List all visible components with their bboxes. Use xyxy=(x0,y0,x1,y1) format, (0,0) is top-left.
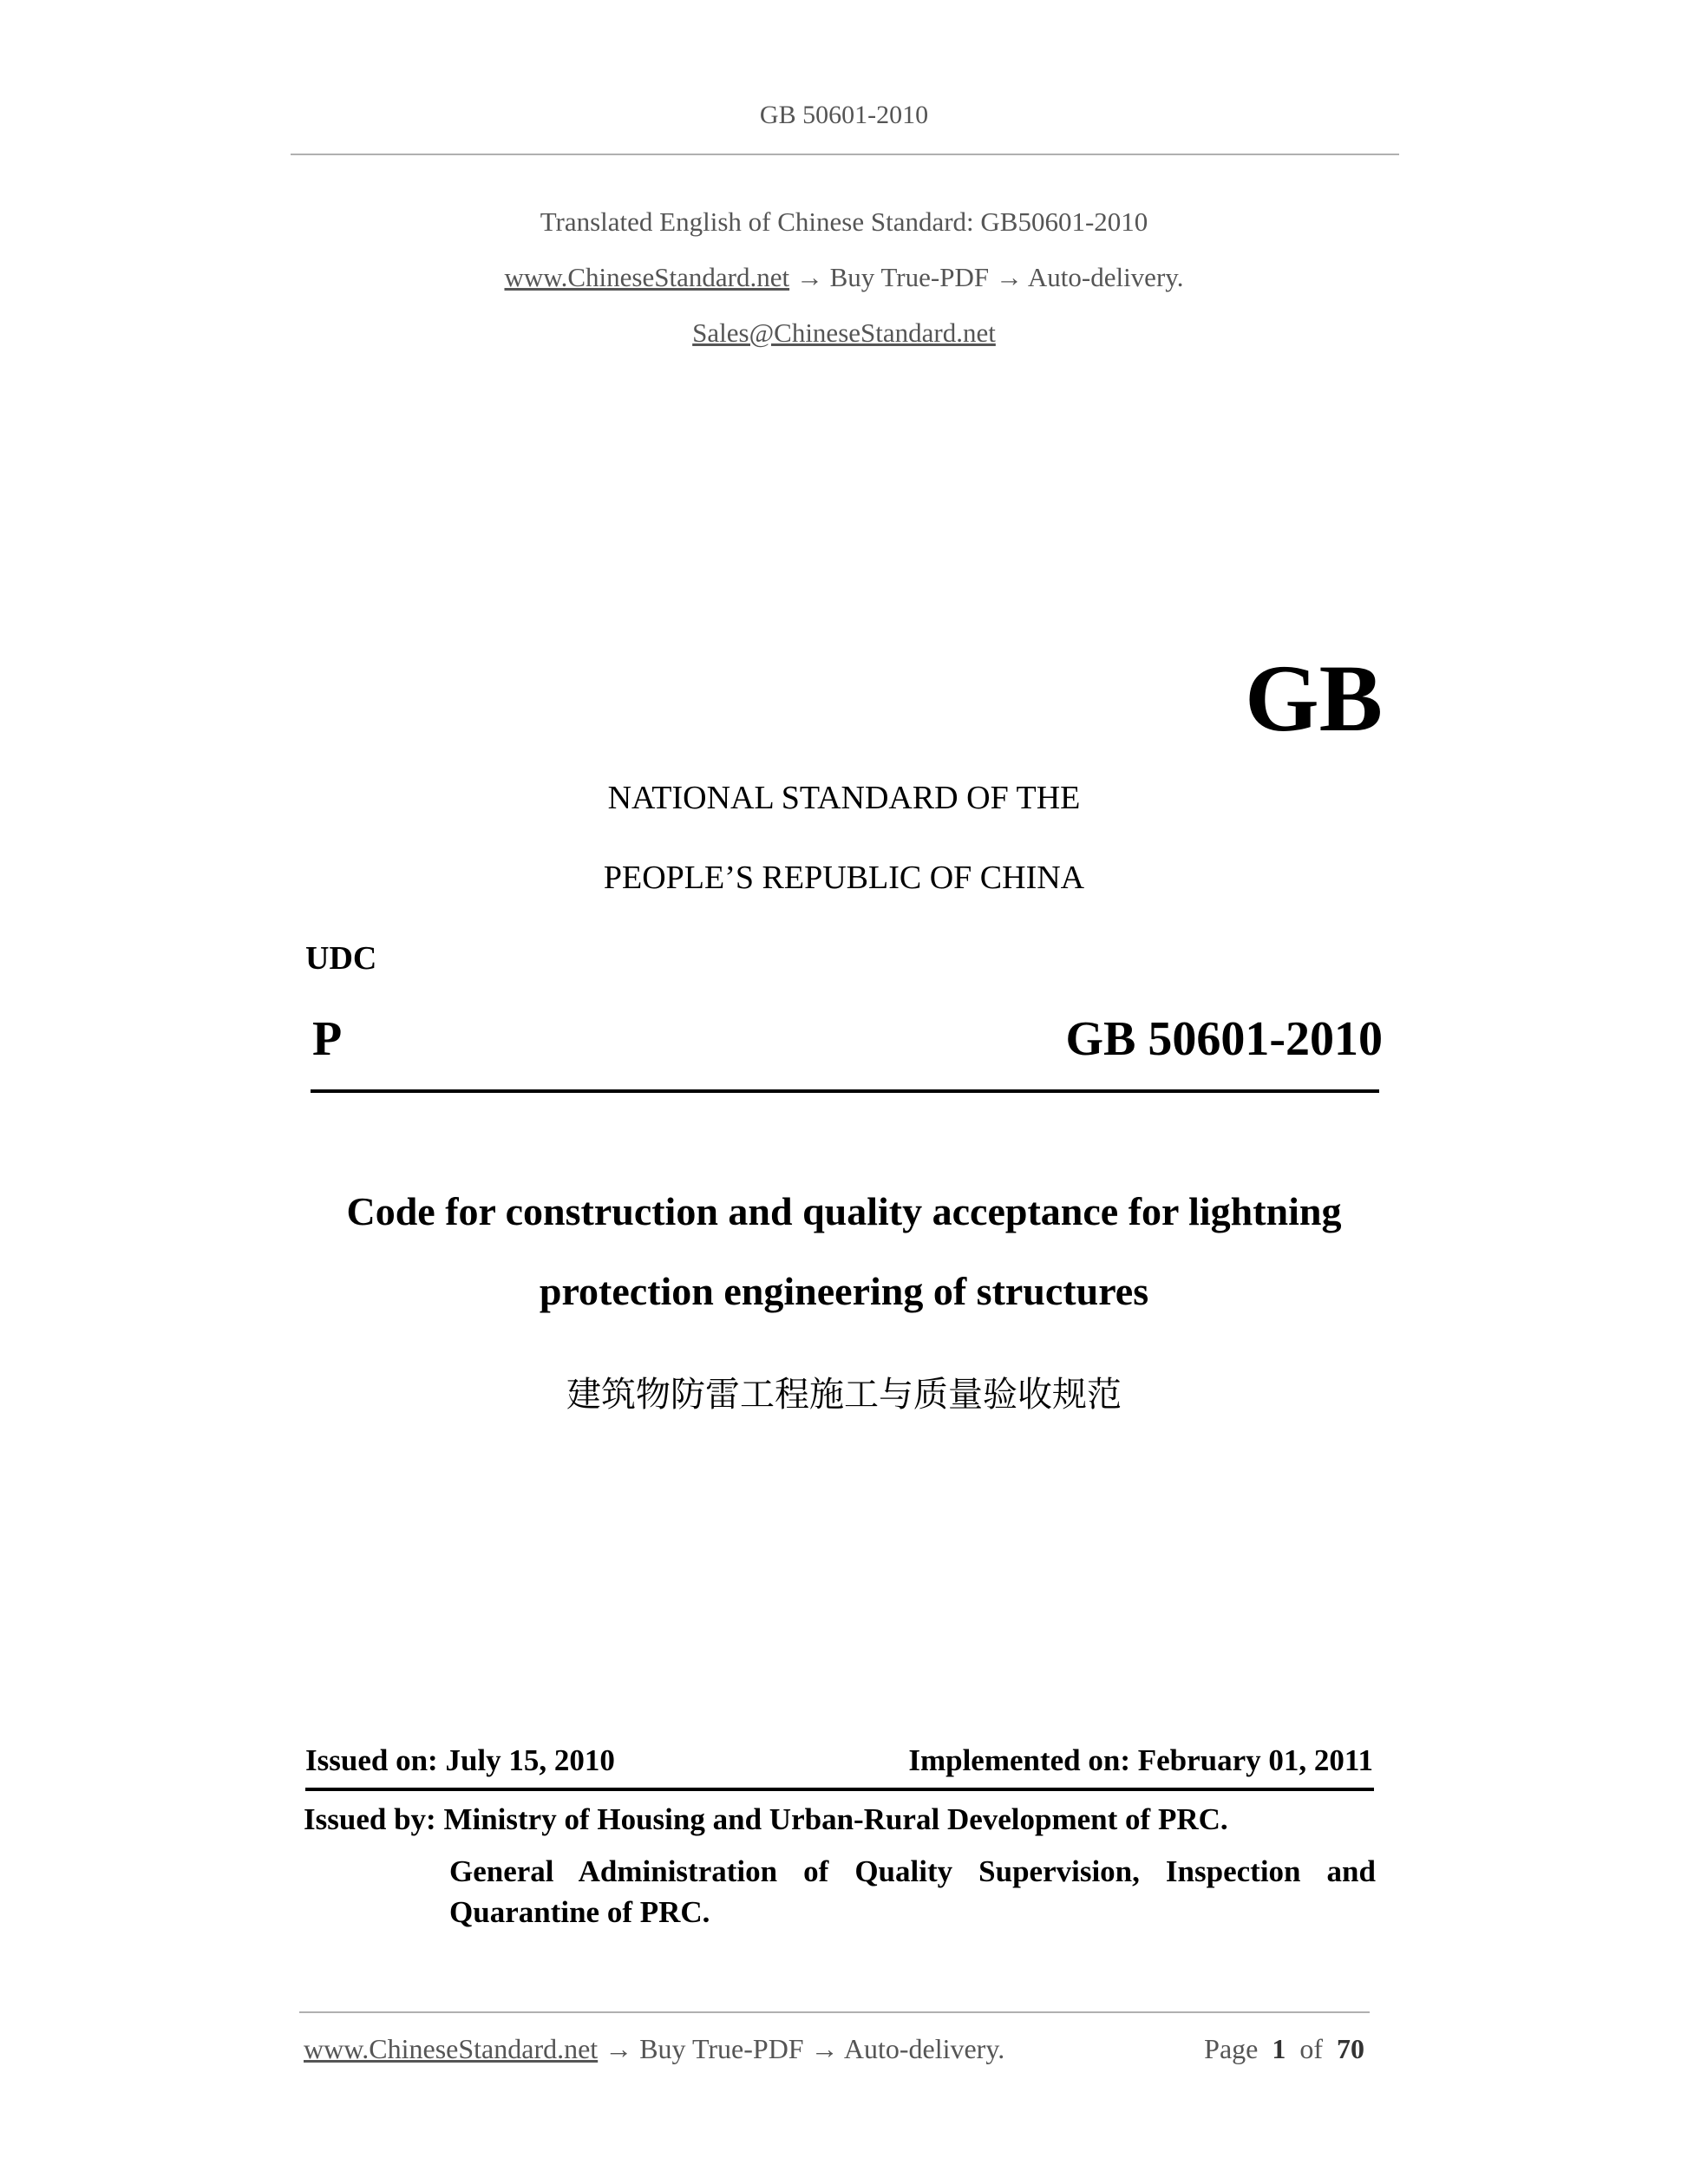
gb-mark: GB xyxy=(1245,645,1383,751)
page-current: 1 xyxy=(1272,2033,1286,2064)
header-divider xyxy=(291,154,1399,155)
issuer-second-line-1: General Administration of Quality Supervision, Inspection and xyxy=(449,1854,1376,1888)
footer-promo xyxy=(304,2033,1004,2065)
page-label: Page xyxy=(1204,2033,1259,2064)
promo-site-link[interactable]: www.ChineseStandard.net xyxy=(504,262,790,292)
arrow-icon: → xyxy=(989,262,1028,292)
national-standard-line-1: NATIONAL STANDARD OF THE xyxy=(607,780,1081,816)
page-indicator xyxy=(1204,2033,1364,2065)
footer-site-link[interactable]: www.ChineseStandard.net xyxy=(304,2033,599,2064)
promo-title: Translated English of Chinese Standard: GB50601-2010 xyxy=(540,206,1148,237)
issued-by: Issued by: Ministry of Housing and Urban-Rural Development of PRC. xyxy=(304,1802,1228,1836)
issue-divider xyxy=(305,1788,1374,1791)
udc-label: UDC xyxy=(305,940,377,977)
page-total: 70 xyxy=(1337,2033,1364,2064)
arrow-icon: → xyxy=(598,2033,640,2064)
page-of-label: of xyxy=(1299,2033,1323,2064)
title-english-line-2: protection engineering of structures xyxy=(539,1269,1149,1313)
national-standard-line-2: PEOPLE’S REPUBLIC OF CHINA xyxy=(603,860,1085,896)
title-chinese: 建筑物防雷工程施工与质量验收规范 xyxy=(566,1375,1122,1415)
running-header xyxy=(0,101,1688,130)
title-english-line-1: Code for construction and quality acceptance for lightning xyxy=(346,1189,1342,1233)
footer-divider xyxy=(299,2011,1370,2013)
promo-buy-text: Buy True-PDF xyxy=(829,262,990,292)
arrow-icon: → xyxy=(789,262,830,292)
promo-line xyxy=(0,262,1688,293)
running-header-title: GB 50601-2010 xyxy=(759,101,929,129)
promo-email-row xyxy=(0,317,1688,349)
promo-delivery-text: Auto-delivery. xyxy=(1027,262,1184,292)
issued-on-date: Issued on: July 15, 2010 xyxy=(305,1743,615,1777)
footer-delivery-text: Auto-delivery. xyxy=(843,2033,1005,2064)
footer-buy-text: Buy True-PDF xyxy=(639,2033,804,2064)
implemented-on-date: Implemented on: February 01, 2011 xyxy=(908,1743,1373,1777)
issuer-second-line-2: Quarantine of PRC. xyxy=(449,1895,710,1929)
arrow-icon: → xyxy=(803,2033,844,2064)
standard-number: GB 50601-2010 xyxy=(1065,1012,1383,1066)
sales-email-link[interactable]: Sales@ChineseStandard.net xyxy=(692,317,996,348)
classification-letter: P xyxy=(312,1012,343,1066)
title-divider xyxy=(311,1089,1379,1093)
